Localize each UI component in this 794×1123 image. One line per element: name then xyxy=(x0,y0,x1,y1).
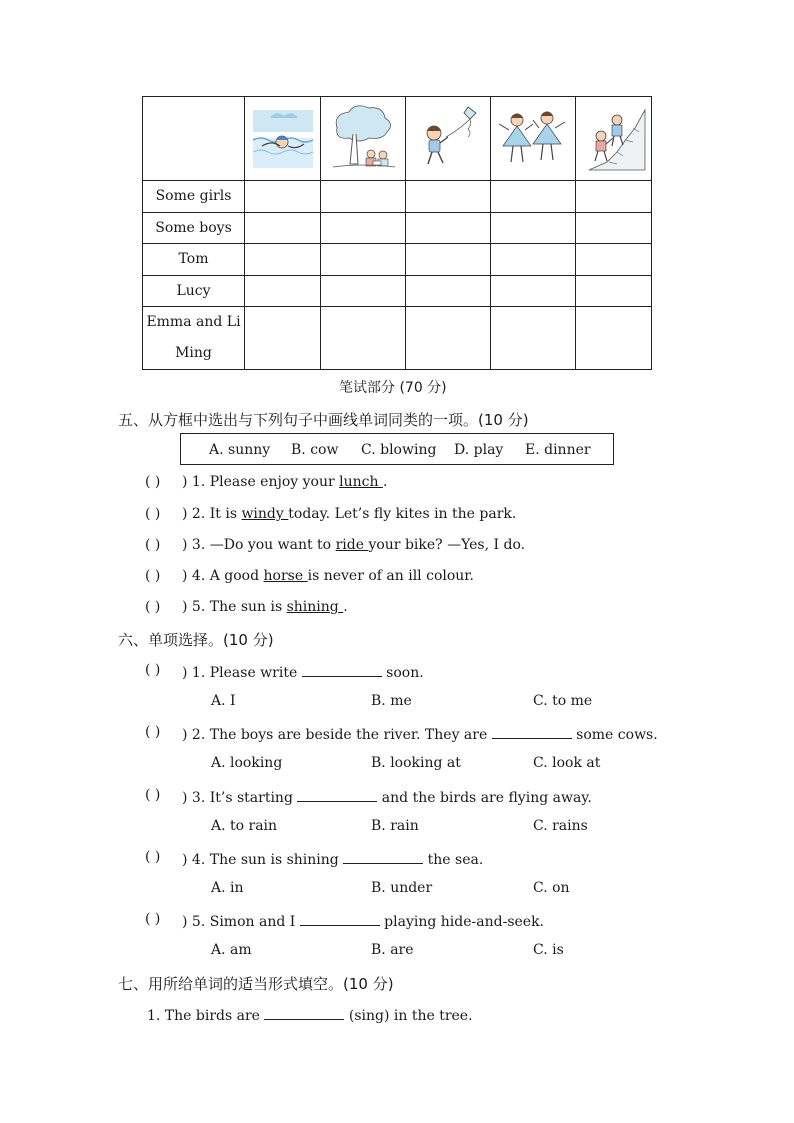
s6-question-5: ) 5. Simon and I playing hide-and-seek. xyxy=(182,911,544,930)
s6-q5-option-b[interactable]: B. are xyxy=(371,942,414,958)
s7-question-1: 1. The birds are (sing) in the tree. xyxy=(147,1005,473,1024)
answer-cell[interactable] xyxy=(321,244,406,276)
s6-q2-option-a[interactable]: A. looking xyxy=(211,755,283,771)
s6-question-1: ) 1. Please write soon. xyxy=(182,662,424,681)
answer-cell[interactable] xyxy=(406,244,491,276)
answer-cell[interactable] xyxy=(491,275,576,307)
answer-blank[interactable] xyxy=(264,1005,344,1020)
s5-question-1: ) 1. Please enjoy your lunch . xyxy=(182,474,388,490)
climbing-picture xyxy=(576,97,652,181)
answer-cell[interactable] xyxy=(245,307,321,370)
s6-paren[interactable]: ( ) xyxy=(145,849,161,865)
answer-cell[interactable] xyxy=(576,181,652,213)
answer-cell[interactable] xyxy=(245,212,321,244)
swimming-picture xyxy=(245,97,321,181)
s6-q1-option-a[interactable]: A. I xyxy=(211,693,236,709)
answer-cell[interactable] xyxy=(491,181,576,213)
s5-paren[interactable]: ( ) xyxy=(145,599,161,615)
answer-cell[interactable] xyxy=(491,212,576,244)
s6-question-3: ) 3. It’s starting and the birds are flying away. xyxy=(182,787,592,806)
s5-question-3: ) 3. —Do you want to ride your bike? —Yes, I do. xyxy=(182,537,526,553)
s6-paren[interactable]: ( ) xyxy=(145,724,161,740)
answer-cell[interactable] xyxy=(491,307,576,370)
answer-cell[interactable] xyxy=(321,275,406,307)
answer-cell[interactable] xyxy=(406,181,491,213)
answer-blank[interactable] xyxy=(302,662,382,677)
answer-cell[interactable] xyxy=(576,275,652,307)
option-c: C. blowing xyxy=(361,442,437,458)
answer-cell[interactable] xyxy=(245,181,321,213)
option-a: A. sunny xyxy=(209,442,271,458)
s6-q3-option-b[interactable]: B. rain xyxy=(371,818,419,834)
answer-cell[interactable] xyxy=(245,275,321,307)
s5-question-4: ) 4. A good horse is never of an ill colour. xyxy=(182,568,474,584)
s6-q2-option-c[interactable]: C. look at xyxy=(533,755,601,771)
option-d: D. play xyxy=(454,442,504,458)
row-label: Some girls xyxy=(143,181,245,213)
answer-cell[interactable] xyxy=(576,307,652,370)
s6-q5-option-c[interactable]: C. is xyxy=(533,942,564,958)
answer-cell[interactable] xyxy=(321,181,406,213)
s5-paren[interactable]: ( ) xyxy=(145,506,161,522)
row-label xyxy=(143,307,245,370)
options-box xyxy=(180,433,614,465)
s6-q5-option-a[interactable]: A. am xyxy=(211,942,252,958)
s6-paren[interactable]: ( ) xyxy=(145,662,161,678)
s5-paren[interactable]: ( ) xyxy=(145,537,161,553)
answer-cell[interactable] xyxy=(321,212,406,244)
dancing-girls-picture xyxy=(491,97,576,181)
section7-heading: 七、用所给单词的适当形式填空。(10 分) xyxy=(118,975,394,993)
section5-heading: 五、从方框中选出与下列句子中画线单词同类的一项。(10 分) xyxy=(118,411,529,429)
answer-blank[interactable] xyxy=(300,911,380,926)
s6-q4-option-a[interactable]: A. in xyxy=(211,880,244,896)
row-label: Lucy xyxy=(143,275,245,307)
s6-question-2: ) 2. The boys are beside the river. They are some cows. xyxy=(182,724,658,743)
blank-corner-cell xyxy=(143,97,245,181)
answer-cell[interactable] xyxy=(406,212,491,244)
answer-cell[interactable] xyxy=(321,307,406,370)
option-e: E. dinner xyxy=(525,442,591,458)
s6-q2-option-b[interactable]: B. looking at xyxy=(371,755,461,771)
s6-q3-option-a[interactable]: A. to rain xyxy=(211,818,278,834)
s5-paren[interactable]: ( ) xyxy=(145,568,161,584)
option-b: B. cow xyxy=(291,442,339,458)
s6-question-4: ) 4. The sun is shining the sea. xyxy=(182,849,483,868)
answer-blank[interactable] xyxy=(492,724,572,739)
answer-cell[interactable] xyxy=(406,275,491,307)
answer-blank[interactable] xyxy=(297,787,377,802)
s5-paren[interactable]: ( ) xyxy=(145,474,161,490)
row-label-line1: Emma and Li xyxy=(146,314,241,330)
activity-table xyxy=(142,96,652,370)
s5-question-2: ) 2. It is windy today. Let’s fly kites in the park. xyxy=(182,506,517,522)
row-label: Some boys xyxy=(143,212,245,244)
row-label-line2: Ming xyxy=(175,345,212,361)
row-label: Tom xyxy=(143,244,245,276)
s5-question-5: ) 5. The sun is shining . xyxy=(182,599,348,615)
answer-blank[interactable] xyxy=(343,849,423,864)
s6-q1-option-c[interactable]: C. to me xyxy=(533,693,593,709)
s6-paren[interactable]: ( ) xyxy=(145,787,161,803)
answer-cell[interactable] xyxy=(576,244,652,276)
s6-q1-option-b[interactable]: B. me xyxy=(371,693,412,709)
s6-paren[interactable]: ( ) xyxy=(145,911,161,927)
s6-q3-option-c[interactable]: C. rains xyxy=(533,818,588,834)
flying-kite-picture xyxy=(406,97,491,181)
s6-q4-option-c[interactable]: C. on xyxy=(533,880,570,896)
section6-heading: 六、单项选择。(10 分) xyxy=(118,631,274,649)
answer-cell[interactable] xyxy=(245,244,321,276)
answer-cell[interactable] xyxy=(491,244,576,276)
reading-under-tree-picture xyxy=(321,97,406,181)
answer-cell[interactable] xyxy=(406,307,491,370)
answer-cell[interactable] xyxy=(576,212,652,244)
written-part-title: 笔试部分 (70 分) xyxy=(339,380,447,396)
s6-q4-option-b[interactable]: B. under xyxy=(371,880,433,896)
